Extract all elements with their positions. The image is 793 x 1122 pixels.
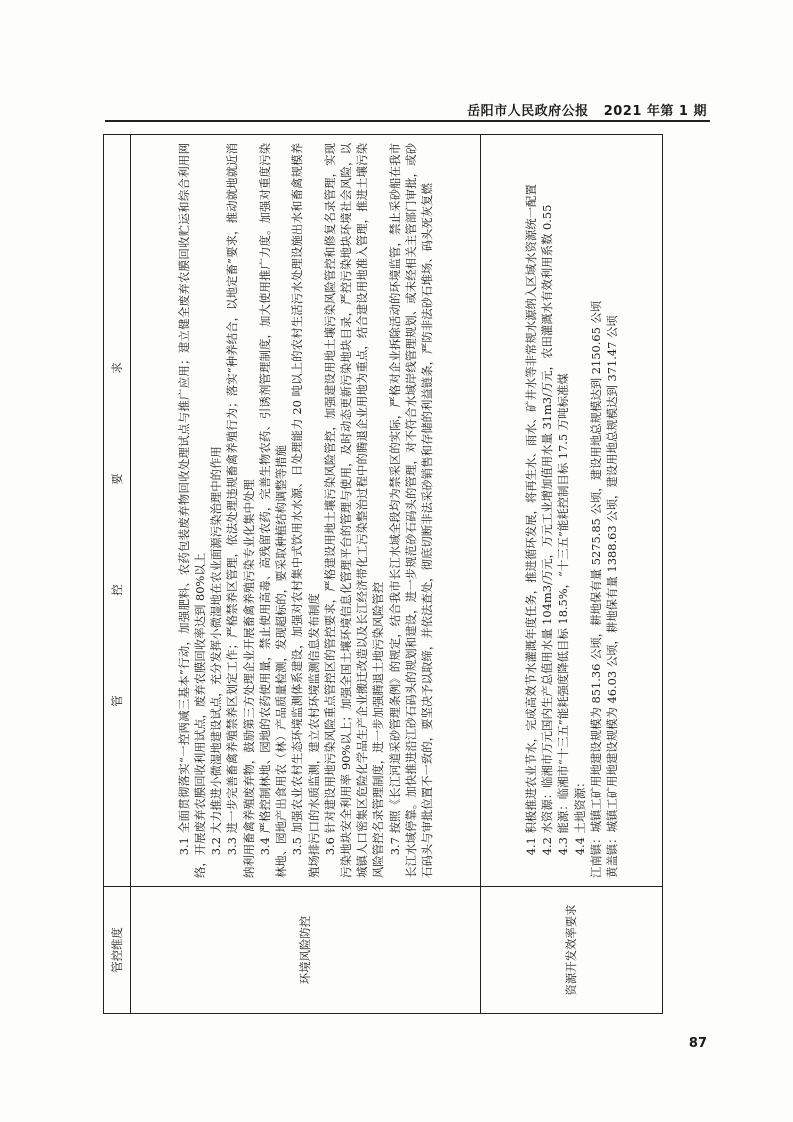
requirement-paragraph: 4.4 土地资源： [572,776,587,856]
requirement-paragraph: 3.7 按照《长江河道采砂管理条例》的规定，结合我市长江水域全段均为禁采区的实际，严格对企业拆除活动的环境监管，禁止采砂船在我市长江水域停靠。加快推进沿江砂石码头的规划和建设，进一步规范砂石码头的管理，对不符合水域岸线管理规划、或未经相关主管部门审批，或砂石码头与审批位置不一致的，要坚决予以取缔，并依法查处，彻底切断非法采砂销售和存储的利益链条，严防非法砂石堆场、码头死灰复燃 [387,143,434,878]
table-row [131,135,481,1014]
header-issue: 2021 年第 1 期 [603,104,707,119]
requirement-paragraph: 3.6 针对建设用地污染风险重点管控区的管控要求，严格建设用地土壤污染风险管控，加强建设用地土壤污染风险管控和修复名录管理，实现污染地块安全利用率 90%以上；加强全国土壤环境信息化管理平台的管理与使用，及时动态更新污染地块目录，严控污染地块环境社会风险，以城镇人口密集区危险化学品生产企业搬迁改造以及长江经济带化工污染整治过程中的腾退企业用地为重点，结合建设用地准入管理，推进土壤污染风险管控名录管理制度，进一步加强腾退土地污染风险管控 [322,143,386,878]
header-title: 岳阳市人民政府公报 [467,104,589,119]
requirement-paragraph: 4.1 积极推进农业节水，完成高效节水灌溉年度任务，推进循环发展，将再生水、雨水、矿井水等非常规水源纳入区域水资源统一配置 [523,184,538,856]
table-row [481,135,663,1014]
requirement-paragraph: 3.2 大力推进小微湿地建设试点，充分发挥小微湿地在农业面源污染治理中的作用 [209,446,224,856]
requirement-paragraph: 3.4 严格控制林地、园地的农药使用量，禁止使用高毒、高残留农药，完善生物农药、引诱剂管理制度，加大使用推广力度。加强对重度污染林地、园地产出食用农（林）产品质量检测，发现超标的，要采取种植结构调整等措施 [257,143,289,878]
rotated-table-container [103,134,663,1014]
requirement-paragraph: 江南镇：城镇工矿用地建设规模为 851.36 公顷，耕地保有量 5275.85 公顷，建设用地总规模达到 2150.65 公顷 [588,300,603,878]
requirement-paragraph: 3.1 全面贯彻落实“一控两减三基本”行动，加强肥料、农药包装废弃物回收处理试点与推广应用；建立健全废弃农膜回收贮运和综合利用网络，开展废弃农膜回收利用试点，废弃农膜回收率达到 80%以上 [176,143,208,878]
table-header-row [104,135,131,1014]
row-requirements-resource [481,135,663,887]
requirement-paragraph: 3.3 进一步完善畜禽养殖禁养区划定工作；严格禁养区管理，依法处理违规畜禽养殖行为；落实“种养结合，以地定畜”要求，推动就地就近消纳利用畜禽养殖废弃物，鼓励第三方处理企业开展畜禽养殖污染专业化集中处理 [225,143,256,878]
requirement-paragraph: 4.2 水资源：临湘市万元国内生产总值用水量 104m3/万元，万元工业增加值用水量 31m3/万元，农田灌溉水有效利用系数 0.55 [540,204,555,856]
column-header-dimension: 管控维度 [104,887,131,1014]
requirement-paragraph: 黄盖镇：城镇工矿用地建设规模为 46.03 公顷，耕地保有量 1388.63 公顷，建设用地总规模达到 371.47 公顷 [604,315,619,878]
requirement-paragraph: 4.3 能源：临湘市“十三五”能耗强度降低目标 18.5%，“十三五”能耗控制目标 17.5 万吨标准煤 [556,373,571,856]
control-requirements-table [103,134,663,1014]
page-number: 87 [688,1036,707,1051]
requirement-paragraph: 3.5 加强农业农村生态环境监测体系建设，加强对农村集中式饮用水水源、日处理能力 20 吨以上的农村生活污水处理设施出水和畜禽规模养殖场排污口的水质监测，建立农村环境监测信息发布制度 [290,143,321,878]
header-rule [105,120,710,122]
row-requirements-env-risk [131,135,481,887]
row-dimension-resource: 资源开发效率要求 [481,887,663,1014]
row-dimension-env-risk: 环境风险防控 [131,887,481,1014]
column-header-requirements: 管 控 要 求 [104,135,131,887]
